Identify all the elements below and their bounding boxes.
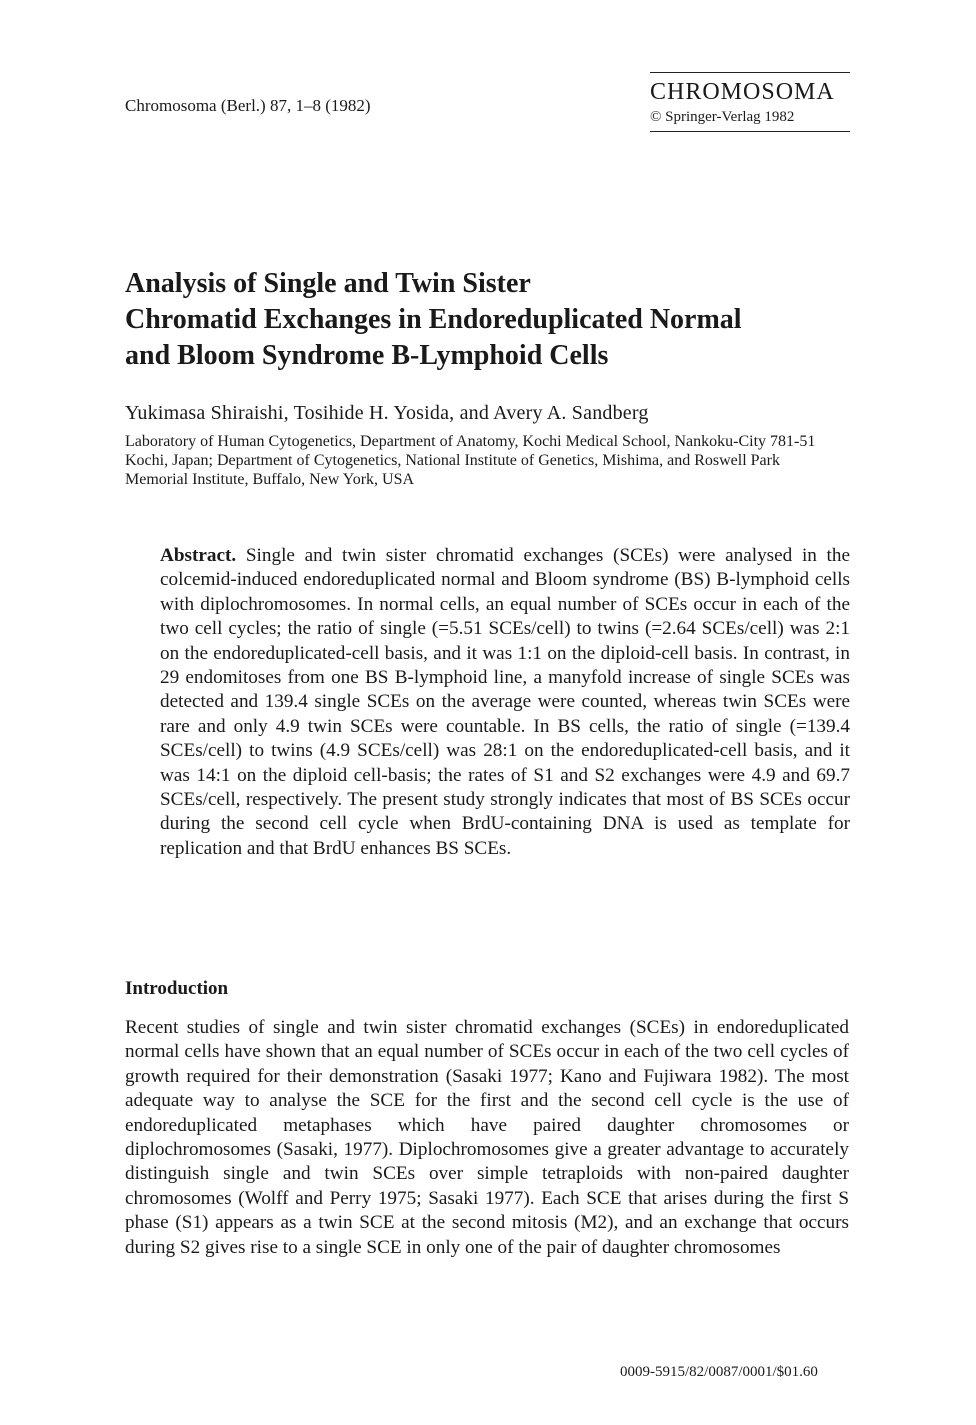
citation: Chromosoma (Berl.) 87, 1–8 (1982): [125, 96, 371, 115]
journal-name: CHROMOSOMA: [650, 79, 835, 105]
article-title: [125, 266, 825, 374]
title-line: Chromatid Exchanges in Endoreduplicated Normal: [125, 304, 742, 335]
authors: Yukimasa Shiraishi, Tosihide H. Yosida, and Avery A. Sandberg: [125, 402, 649, 424]
journal-masthead: [650, 72, 850, 132]
article-code: 0009-5915/82/0087/0001/$01.60: [620, 1364, 818, 1380]
title-line: and Bloom Syndrome B-Lymphoid Cells: [125, 340, 609, 371]
introduction-heading: Introduction: [125, 978, 229, 999]
copyright-notice: © Springer-Verlag 1982: [650, 109, 795, 125]
abstract: [160, 544, 850, 861]
title-line: Analysis of Single and Twin Sister: [125, 268, 531, 299]
abstract-text: Single and twin sister chromatid exchanges (SCEs) were analysed in the colcemid-induced endoreduplicated normal and Bloom syndrome (BS) B-lymphoid cells with diplochromosomes. In normal cells, an equal number of SCEs occur in each of the two cell cycles; the ratio of single (=5.51 SCEs/cell) to twins (=2.64 SCEs/cell) was 2:1 on the endoreduplicated-cell basis, and it was 1:1 on the diploid-cell basis. In contrast, in 29 endomitoses from one BS B-lymphoid line, a manyfold increase of single SCEs was detected and 139.4 single SCEs on the average were counted, whereas twin SCEs were rare and only 4.9 twin SCEs were countable. In BS cells, the ratio of single (=139.4 SCEs/cell) to twins (4.9 SCEs/cell) was 28:1 on the endoreduplicated-cell basis, and it was 14:1 on the diploid cell-basis; the rates of S1 and S2 exchanges were 4.9 and 69.7 SCEs/cell, respectively. The present study strongly indicates that most of BS SCEs occur during the second cell cycle when BrdU-containing DNA is used as template for replication and that BrdU enhances BS SCEs.: [160, 545, 850, 859]
affiliation: Laboratory of Human Cytogenetics, Department of Anatomy, Kochi Medical School, Nankoku-City 781-51 Kochi, Japan; Department of Cytogenetics, National Institute of Genetics, Mishima, and Roswell Park Memorial Institute, Buffalo, New York, USA: [125, 433, 816, 488]
abstract-label: Abstract.: [160, 545, 237, 566]
introduction-text: Recent studies of single and twin sister chromatid exchanges (SCEs) in endoreduplicated normal cells have shown that an equal number of SCEs occur in each of the two cell cycles of growth required for their demonstration (Sasaki 1977; Kano and Fujiwara 1982). The most adequate way to analyse the SCE for the first and the second cell cycle is the use of endoreduplicated metaphases which have paired daughter chromosomes or diplochromosomes (Sasaki, 1977). Diplochromosomes give a greater advantage to accurately distinguish single and twin SCEs over simple tetraploids with non-paired daughter chromosomes (Wolff and Perry 1975; Sasaki 1977). Each SCE that arises during the first S phase (S1) appears as a twin SCE at the second mitosis (M2), and an exchange that occurs during S2 gives rise to a single SCE in only one of the pair of daughter chromosomes: [125, 1017, 849, 1258]
